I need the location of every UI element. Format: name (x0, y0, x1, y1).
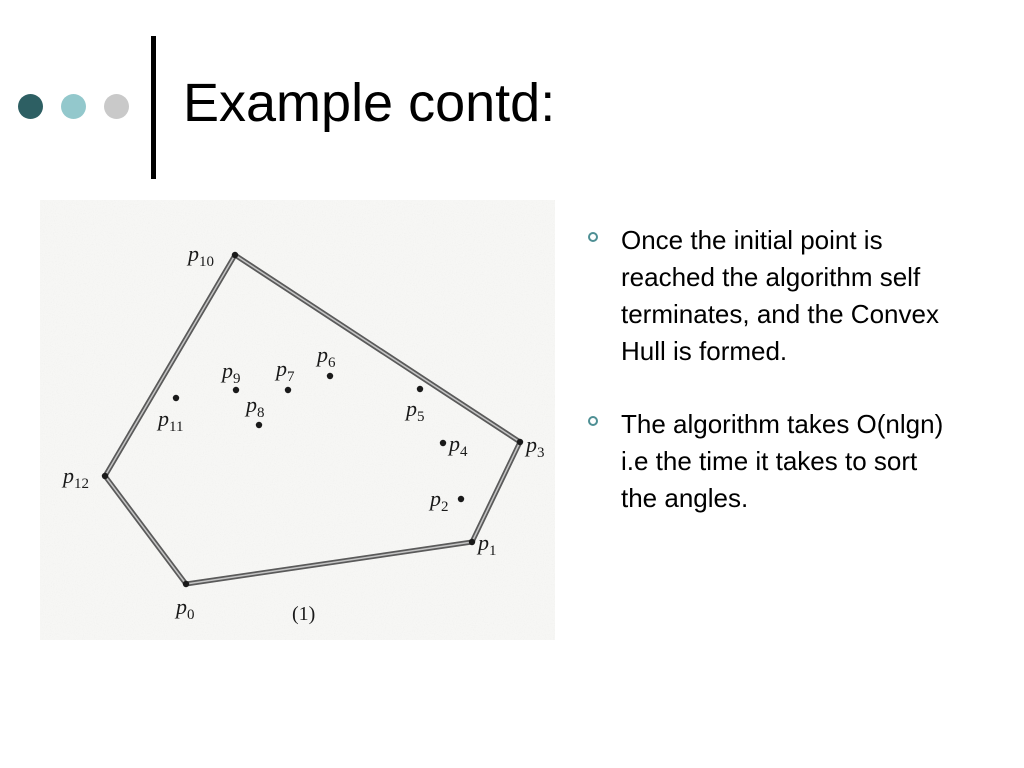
figure-caption: (1) (292, 603, 316, 625)
point-label-p6: $p_6$ (317, 342, 336, 371)
bullet-ring-icon (588, 232, 598, 242)
point-label-p8: $p_8$ (246, 392, 265, 421)
point-label-p10: $p_{10}$ (188, 241, 214, 270)
point-dot-p6 (327, 373, 333, 379)
point-label-p9: $p_9$ (222, 358, 241, 387)
point-dot-p3 (517, 439, 523, 445)
point-dot-p1 (469, 539, 475, 545)
point-label-p1: $p_1$ (478, 530, 497, 559)
point-dot-p11 (173, 395, 179, 401)
dot-dark-icon (18, 94, 43, 119)
point-label-p12: $p_{12}$ (63, 463, 89, 492)
convex-hull-diagram (40, 200, 555, 640)
slide-title: Example contd: (183, 73, 556, 133)
scan-texture (40, 200, 555, 640)
bullet-list (588, 222, 1008, 553)
bullet-text: Once the initial point is reached the algorithm self terminates, and the Convex Hull is formed. (621, 225, 939, 366)
bullet-item (588, 406, 1008, 517)
point-dot-p10 (232, 252, 238, 258)
point-label-p4: $p_4$ (449, 431, 468, 460)
point-label-p7: $p_7$ (276, 356, 295, 385)
point-dot-p7 (285, 387, 291, 393)
bullet-text: The algorithm takes O(nlgn) i.e the time it takes to sort the angles. (621, 409, 944, 513)
decorative-dots (18, 94, 138, 120)
point-dot-p2 (458, 496, 464, 502)
title-divider (151, 36, 156, 179)
point-label-p5: $p_5$ (406, 396, 425, 425)
bullet-item (588, 222, 1008, 370)
point-label-p3: $p_3$ (526, 432, 545, 461)
dot-light-icon (104, 94, 129, 119)
point-label-p2: $p_2$ (430, 486, 449, 515)
point-dot-p5 (417, 386, 423, 392)
point-dot-p12 (102, 473, 108, 479)
convex-hull-figure (40, 200, 555, 640)
dot-mid-icon (61, 94, 86, 119)
point-dot-p0 (183, 581, 189, 587)
point-dot-p8 (256, 422, 262, 428)
point-dot-p9 (233, 387, 239, 393)
point-label-p11: $p_{11}$ (158, 406, 184, 435)
point-label-p0: $p_0$ (176, 594, 195, 623)
bullet-ring-icon (588, 416, 598, 426)
point-dot-p4 (440, 440, 446, 446)
